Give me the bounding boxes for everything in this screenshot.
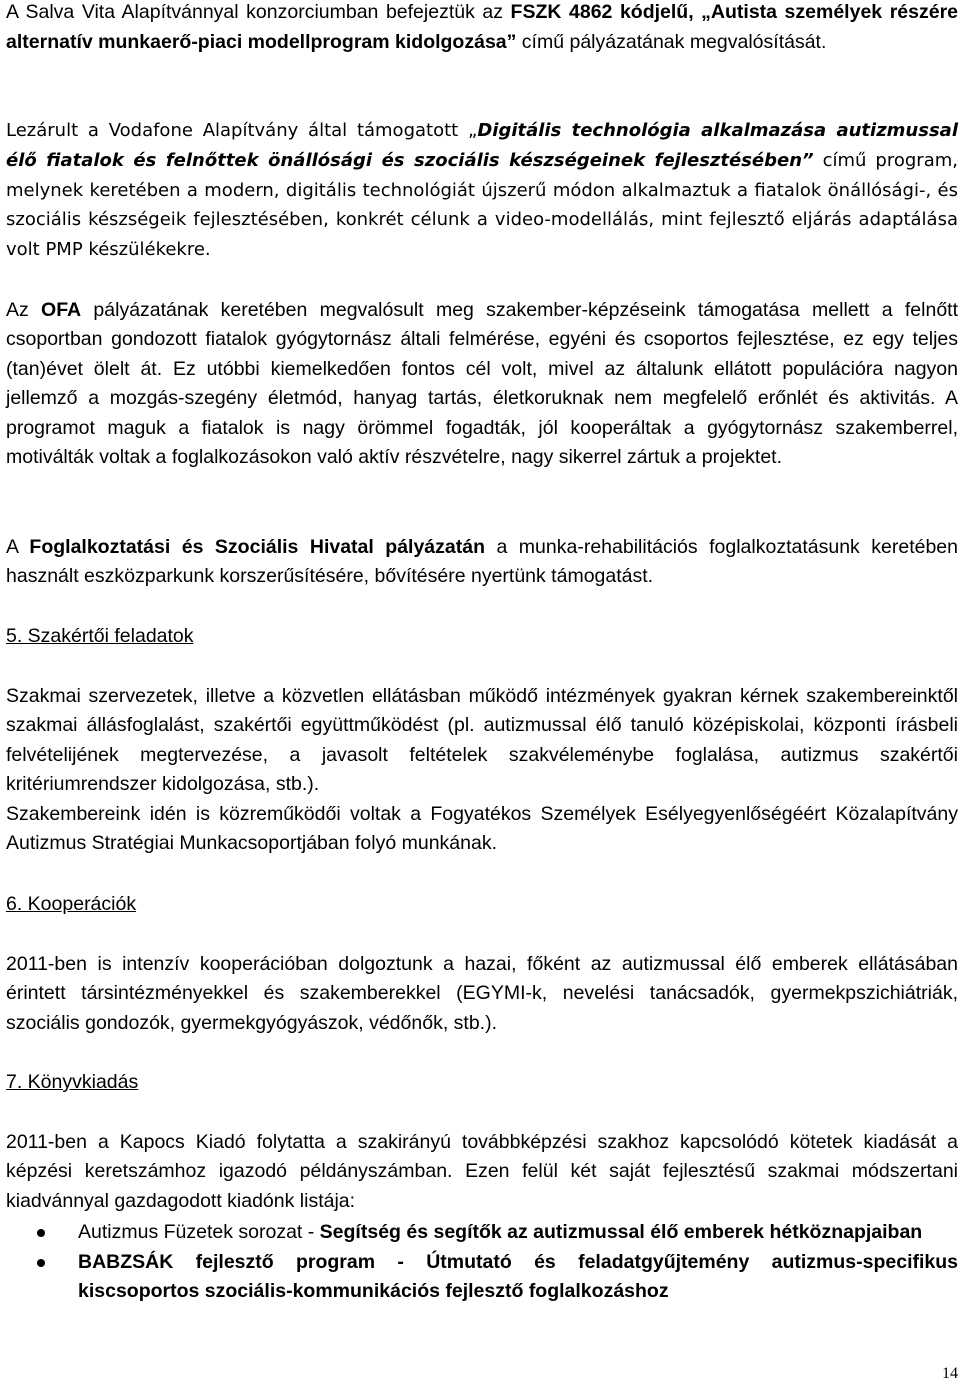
section-heading-7: 7. Könyvkiadás bbox=[6, 1071, 139, 1093]
paragraph-text: A bbox=[6, 536, 30, 558]
paragraph-text: Az bbox=[6, 299, 42, 321]
paragraph-text: a munka-rehabilitációs foglalkoztatásunk keretében használt eszközparkunk korszerűsítésére, bővítésére nyertünk támogatást. bbox=[6, 536, 958, 588]
paragraph-ofa bbox=[6, 296, 958, 472]
paragraph-fszh bbox=[6, 533, 958, 592]
list-item bbox=[6, 1218, 958, 1248]
section-heading-6: 6. Kooperációk bbox=[6, 893, 137, 915]
list-item bbox=[6, 1248, 958, 1307]
paragraph-text: Lezárult a Vodafone Alapítvány által támogatott „ bbox=[6, 120, 478, 141]
paragraph-text: A Salva Vita Alapítvánnyal konzorciumban befejeztük az bbox=[6, 1, 511, 23]
paragraph-text: című program, melynek keretében a modern, digitális technológiát újszerű módon alkalmaztuk a fiatalok önállósági-, és szociális készségeik fejlesztésében, konkrét célunk a video-modellálás, mint fejlesztő eljárás adaptálása volt PMP készülékekre. bbox=[6, 149, 958, 261]
paragraph-cooperation: 2011-ben is intenzív kooperációban dolgoztunk a hazai, főként az autizmussal élő emberek ellátásában érintett társintézményekkel és szakemberekkel (EGYMI-k, nevelési tanácsadók, gyermekpszichiátriák, szociális gondozók, gyermekgyógyászok, védőnők, stb.). bbox=[6, 953, 958, 1034]
paragraph-fszk bbox=[6, 0, 958, 58]
program-title: Digitális technológia alkalmazása autizmussal élő fiatalok és felnőttek önállósági és szociális készségeinek fejlesztésében” bbox=[6, 120, 958, 171]
list-item-title: BABZSÁK fejlesztő program - Útmutató és feladatgyűjtemény autizmus-specifikus kiscsoportos szociális-kommunikációs fejlesztő foglalkozáshoz bbox=[78, 1250, 958, 1302]
publication-list bbox=[6, 1218, 958, 1307]
bullet-icon bbox=[37, 1229, 45, 1237]
paragraph-expert: Szakmai szervezetek, illetve a közvetlen ellátásban működő intézmények gyakran kérnek szakembereinktől szakmai állásfoglalást, szakértői együttműködést (pl. autizmussal élő tanuló középiskolai, központi írásbeli felvételijének megtervezése, a javasolt feltételek szakvéleménybe foglalása, autizmus szakértői kritériumrendszer kidolgozása, stb.). bbox=[6, 685, 958, 796]
page-number: 14 bbox=[942, 1365, 958, 1382]
paragraph-text: pályázatának keretében megvalósult meg szakember-képzéseink támogatása mellett a felnőtt csoportban gondozott fiatalok gyógytornász általi felmérése, egyéni és csoportos fejlesztése, ez egy teljes (tan)évet ölelt át. Ez utóbbi kiemelkedően fontos cél volt, mivel az általunk ellátott populációra nagyon jellemző a mozgás-szegény életmód, hanyag tartás, életkoruknak nem megfelelő erőnlét és aktivitás. A programot maguk a fiatalok is nagy örömmel fogadták, jól kooperáltak a gyógytornász szakemberrel, motiválták voltak a foglalkozásokon való aktív részvételre, nagy sikerrel zártuk a projektet. bbox=[6, 299, 958, 469]
project-title: FSZK 4862 kódjelű, „Autista személyek részére alternatív munkaerő-piaci modellprogram kidolgozása” bbox=[6, 1, 958, 53]
list-item-title: Segítség és segítők az autizmussal élő emberek hétköznapjaiban bbox=[319, 1221, 923, 1243]
section-heading-5: 5. Szakértői feladatok bbox=[6, 625, 194, 647]
bullet-icon bbox=[37, 1259, 45, 1267]
paragraph-publishing: 2011-ben a Kapocs Kiadó folytatta a szakirányú továbbképzési szakhoz kapcsolódó kötetek kiadását a képzési keretszámhoz igazodó példányszámban. Ezen felül két saját fejlesztésű szakmai módszertani kiadvánnyal gazdagodott kiadónk listája: bbox=[6, 1131, 958, 1212]
ofa-label: OFA bbox=[41, 299, 82, 321]
list-item-text: Autizmus Füzetek sorozat - bbox=[78, 1221, 320, 1243]
paragraph-expert-2: Szakembereink idén is közreműködői voltak a Fogyatékos Személyek Esélyegyenlőségéért Közalapítvány Autizmus Stratégiai Munkacsoportjában folyó munkának. bbox=[6, 803, 958, 855]
office-name: Foglalkoztatási és Szociális Hivatal pályázatán bbox=[29, 536, 485, 558]
paragraph-vodafone bbox=[6, 116, 958, 265]
paragraph-text: című pályázatának megvalósítását. bbox=[516, 30, 827, 53]
